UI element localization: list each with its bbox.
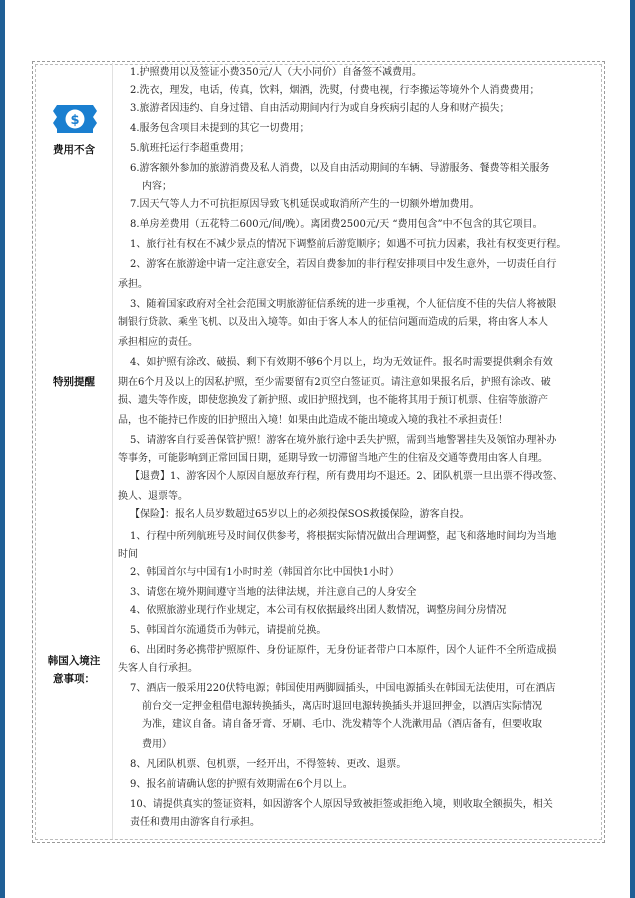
special-line: 1、旅行社有权在不减少景点的情况下调整前后游览顺序；如遇不可抗力因素，我社有权变更行程。 <box>130 239 567 250</box>
fees-title: 费用不含 <box>53 144 95 156</box>
korea-line: 4、依照旅游业现行作业规定，本公司有权依据最终出团人数情况，调整房间分房情况 <box>130 605 507 616</box>
fees-line: 1.护照费用以及签证小费350元/人（大小同价）自备签不减费用。 <box>130 67 422 78</box>
special-line: 5、请游客自行妥善保管护照！游客在境外旅行途中丢失护照，需到当地警署挂失及领馆办理补办 <box>130 435 557 446</box>
korea-line: 6、出团时务必携带护照原件、身份证原件，无身份证者带户口本原件，因个人证件不全所造成损 <box>130 645 557 656</box>
svg-text:$: $ <box>70 113 80 128</box>
korea-line: 2、韩国首尔与中国有1小时时差（韩国首尔比中国快1小时） <box>130 567 400 578</box>
korea-entry-title-line1: 韩国入境注 <box>47 655 101 667</box>
korea-line: 费用） <box>142 739 172 750</box>
special-reminder-title: 特别提醒 <box>53 376 95 388</box>
special-line: 4、如护照有涂改、破损、剩下有效期不够6个月以上，均为无效证件。报名时需要提供剩余有效 <box>130 357 553 368</box>
korea-line: 为准，建议自备。请自备牙膏、牙刷、毛巾、洗发精等个人洗漱用品（酒店备有，但要收取 <box>142 719 542 730</box>
korea-line: 9、报名前请确认您的护照有效期需在6个月以上。 <box>130 779 353 790</box>
korea-line: 时间 <box>118 549 138 560</box>
korea-entry-title-line2: 意事项： <box>53 673 95 685</box>
korea-line: 前台交一定押金租借电源转换插头，离店时退回电源转换插头并退回押金，以酒店实际情况 <box>142 701 542 712</box>
korea-line: 8、凡团队机票、包机票，一经开出，不得签转、更改、退票。 <box>130 759 407 770</box>
korea-line: 1、行程中所列航班号及时间仅供参考，将根据实际情况做出合理调整，起飞和落地时间均为当地 <box>130 531 557 542</box>
special-line: 【保险】：报名人员岁数超过65岁以上的必须投保SOS救援保险，游客自投。 <box>130 509 470 520</box>
fees-line: 4.服务包含项目未提到的其它一切费用； <box>130 123 310 134</box>
special-line: 品，也不能持已作废的旧护照出入境！如果由此造成不能出境或入境的我社不承担责任！ <box>118 415 508 426</box>
fees-line: 8.单房差费用（五花特二600元/间/晚）。离团费2500元/天 “费用包含”中不包含的其它项目。 <box>130 219 543 230</box>
special-line: 3、随着国家政府对全社会范围文明旅游征信系统的进一步重视，个人征信度不佳的失信人将被限 <box>130 299 557 310</box>
special-line: 换人、退票等。 <box>118 491 188 502</box>
fees-line: 6.游客额外参加的旅游消费及私人消费，以及自由活动期间的车辆、导游服务、餐费等相关服务 <box>130 163 550 174</box>
special-line: 损、遗失等作废，即使您换发了新护照、或旧护照找到，也不能将其用于预订机票、住宿等旅游产 <box>118 395 548 406</box>
special-line: 制银行贷款、乘坐飞机、以及出入境等。如由于客人本人的征信问题而造成的后果，将由客人本人 <box>118 317 548 328</box>
korea-line: 失客人自行承担。 <box>118 663 198 674</box>
special-line: 2、游客在旅游途中请一定注意安全，若因自费参加的非行程安排项目中发生意外，一切责任自行 <box>130 259 557 270</box>
fees-line: 7.因天气等人力不可抗拒原因导致飞机延误或取消所产生的一切额外增加费用。 <box>130 199 480 210</box>
special-line: 承担相应的责任。 <box>118 337 198 348</box>
korea-line: 责任和费用由游客自行承担。 <box>130 817 260 828</box>
special-line: 承担。 <box>118 279 148 290</box>
fees-line: 内容； <box>142 181 172 192</box>
fees-line: 3.旅游者因违约、自身过错、自由活动期间内行为或自身疾病引起的人身和财产损失； <box>130 103 510 114</box>
korea-line: 7、酒店一般采用220伏特电源；韩国使用两脚圆插头，中国电源插头在韩国无法使用，可在酒店 <box>130 683 556 694</box>
fees-line: 5.航班托运行李超重费用； <box>130 143 250 154</box>
special-line: 期在6个月及以上的因私护照，至少需要留有2页空白签证页。请注意如果报名后，护照有涂改、破 <box>118 377 551 388</box>
special-line: 等事务，可能影响到正常回国日期，延期导致一切滞留当地产生的住宿及交通等费用由客人自理。 <box>118 453 548 464</box>
korea-line: 5、韩国首尔流通货币为韩元，请提前兑换。 <box>130 625 327 636</box>
fees-line: 2.洗衣，理发，电话，传真，饮料，烟酒，洗熨，付费电视，行李搬运等境外个人消费费用； <box>130 85 540 96</box>
special-line: 【退费】1、游客因个人原因自愿放弃行程，所有费用均不退还。2、团队机票一旦出票不得改签、 <box>130 471 563 482</box>
korea-line: 3、请您在境外期间遵守当地的法律法规，并注意自己的人身安全 <box>130 587 417 598</box>
korea-line: 10、请提供真实的签证资料，如因游客个人原因导致被拒签或拒绝入境，则收取全额损失，相关 <box>130 799 553 810</box>
